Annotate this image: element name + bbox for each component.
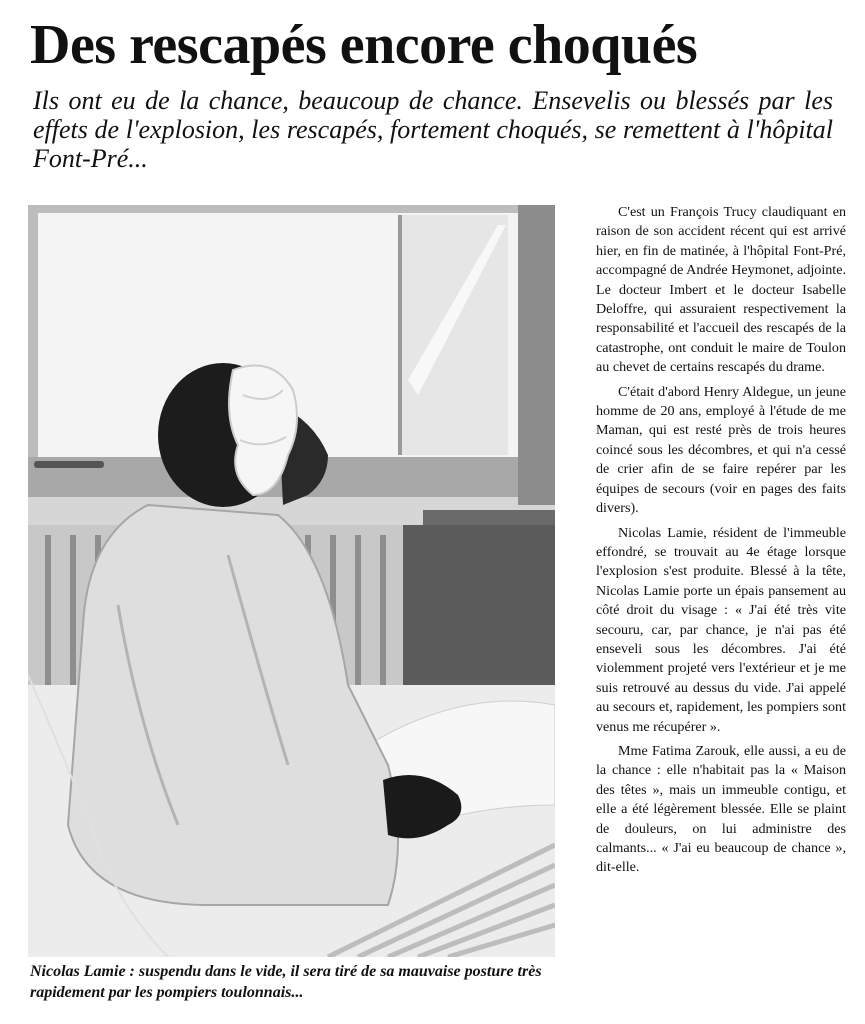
news-photo (28, 205, 555, 957)
article-body (596, 203, 846, 1015)
headline: Des rescapés encore choqués (30, 14, 698, 76)
article-paragraph: C'était d'abord Henry Aldegue, un jeune homme de 20 ans, employé à l'étude de me Maman, qui est resté près de trois heures coincé sous les décombres, et qui n'a cessé de crier afin de se faire repérer par les équipes de secours (voir en pages des faits divers). (596, 383, 846, 517)
article-paragraph: C'est un François Trucy claudiquant en raison de son accident récent qui est arrivé hier, en fin de matinée, à l'hôpital Font-Pré, accompagné de Andrée Heymonet, adjointe. Le docteur Imbert et le docteur Isabelle Deloffre, qui assuraient respectivement la responsabilité et l'accueil des rescapés de la catastrophe, ont conduit le maire de Toulon au chevet de certains rescapés du drame. (596, 204, 846, 376)
photo-caption: Nicolas Lamie : suspendu dans le vide, il sera tiré de sa mauvaise posture très rapidement par les pompiers toulonnais... (30, 963, 542, 1001)
article-paragraph: Nicolas Lamie, résident de l'immeuble effondré, se trouvait au 4e étage lorsque l'explosion s'est produite. Blessé à la tête, Nicolas Lamie porte un épais pansement au côté droit du visage : « J'ai été très vite secouru, car, par chance, je n'ai pas été enseveli sous les décombres. J'ai été violemment projeté vers l'extérieur et je me suis retrouvé au dessus du vide. J'ai appelé au secours et, rapidement, les pompiers sont venus me récupérer ». (596, 524, 846, 735)
article-paragraph: Mme Fatima Zarouk, elle aussi, a eu de la chance : elle n'habitait pas la « Maison des têtes », mais un immeuble contigu, et elle a été légèrement blessée. Elle se plaint de douleurs, on lui administre des calmants... « J'ai eu beaucoup de chance », dit-elle. (596, 742, 846, 876)
standfirst: Ils ont eu de la chance, beaucoup de chance. Ensevelis ou blessés par les effets de l'explosion, les rescapés, fortement choqués, se remettent à l'hôpital Font-Pré... (33, 86, 833, 173)
